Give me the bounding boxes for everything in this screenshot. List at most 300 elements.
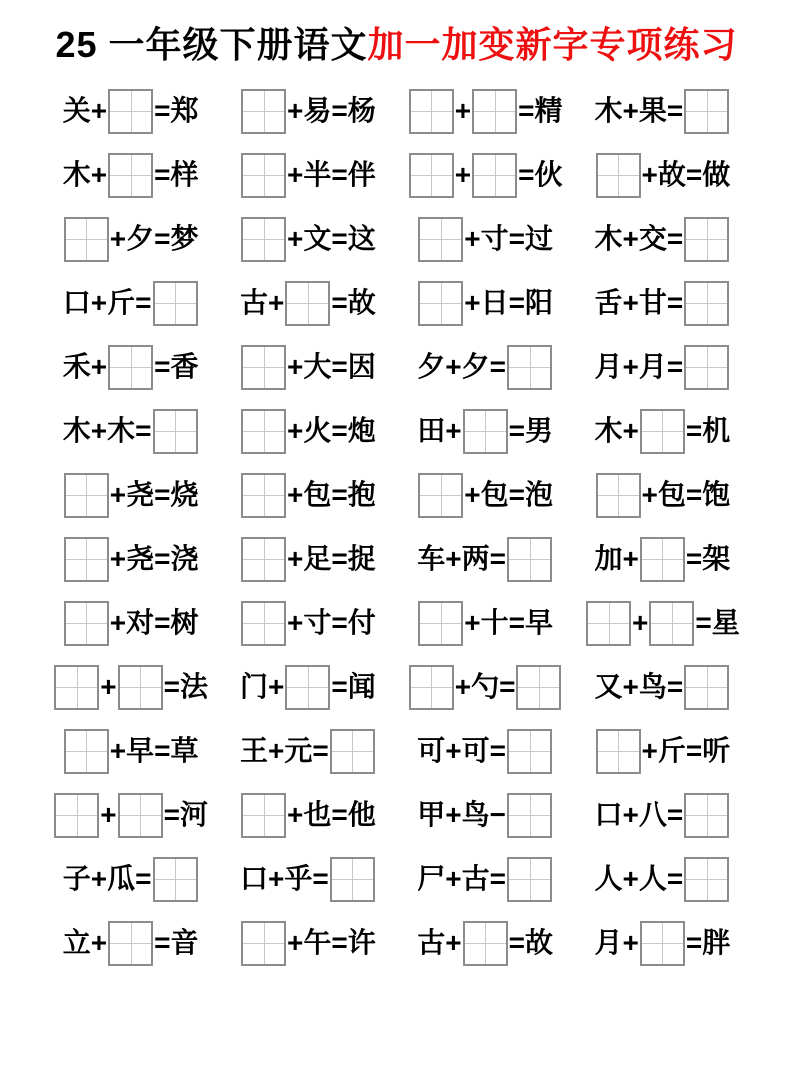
formula-char: + [287,351,304,383]
answer-box[interactable] [241,793,286,838]
exercise-cell [397,729,574,774]
formula-char: 可 [461,735,490,767]
answer-box[interactable] [285,665,330,710]
answer-box[interactable] [330,857,375,902]
formula-char: 斤 [657,735,686,767]
exercise-cell [397,537,574,582]
exercise-cell [42,857,219,902]
formula-char: = [331,799,348,831]
formula-char: + [90,351,108,383]
formula-char: 人 [638,863,667,895]
formula-char: 对 [126,607,155,639]
exercise-cell [42,921,219,966]
formula-char: 架 [702,543,731,575]
formula-char: + [287,95,304,127]
formula-char: 男 [524,415,553,447]
formula-char: + [287,543,304,575]
formula-char: = [331,927,348,959]
formula-char: − [489,799,506,831]
formula-char: 树 [170,607,199,639]
formula-char: 木 [594,415,623,447]
formula-char: 精 [534,95,563,127]
exercise-cell [219,921,396,966]
exercise-cell [42,473,219,518]
title-highlight: 加一加变新字专项练习 [367,24,738,65]
exercise-cell [219,537,396,582]
formula-char: 火 [303,415,332,447]
formula-char: + [109,223,127,255]
formula-char: = [685,415,703,447]
formula-char: = [508,287,525,319]
formula-char: 两 [461,543,490,575]
formula-char: 胖 [702,927,731,959]
formula-char: 禾 [62,351,91,383]
formula-char: 过 [524,223,553,255]
formula-char: = [331,95,348,127]
formula-char: = [331,415,348,447]
formula-char: 易 [303,95,332,127]
formula-char: = [489,863,506,895]
answer-box[interactable] [418,601,463,646]
exercise-cell [574,857,751,902]
formula-char: + [90,95,108,127]
formula-char: = [163,799,180,831]
formula-char: 尧 [126,543,155,575]
formula-char: 八 [638,799,667,831]
answer-box[interactable] [118,665,163,710]
formula-char: + [464,479,481,511]
answer-box[interactable] [596,153,641,198]
formula-char: + [622,671,639,703]
formula-char: = [154,223,171,255]
formula-char: 阳 [524,287,553,319]
formula-char: 故 [347,287,376,319]
formula-char: 日 [480,287,509,319]
page-title [20,24,773,65]
formula-char: + [464,223,481,255]
formula-char: 关 [62,95,91,127]
exercise-cell [574,665,751,710]
exercise-cell [219,345,396,390]
formula-char: = [154,351,171,383]
exercise-cell [397,89,574,134]
answer-box[interactable] [241,409,286,454]
formula-char: 饱 [702,479,731,511]
answer-box[interactable] [118,793,163,838]
formula-char: + [454,671,472,703]
answer-box[interactable] [64,537,109,582]
formula-char: = [666,287,684,319]
formula-char: + [287,415,304,447]
exercise-cell [42,409,219,454]
answer-box[interactable] [684,89,729,134]
formula-char: + [287,607,304,639]
formula-char: 付 [347,607,376,639]
answer-box[interactable] [330,729,375,774]
formula-char: = [331,671,348,703]
exercise-cell [397,281,574,326]
exercise-cell [219,217,396,262]
formula-char: + [445,863,462,895]
answer-box[interactable] [241,153,286,198]
formula-char: 半 [303,159,332,191]
formula-char: 可 [417,735,446,767]
answer-box[interactable] [640,537,685,582]
formula-char: 古 [417,927,446,959]
formula-char: 交 [638,223,667,255]
answer-box[interactable] [54,665,99,710]
exercise-cell [574,217,751,262]
formula-char: = [312,863,329,895]
answer-box[interactable] [409,665,454,710]
formula-char: 尸 [417,863,446,895]
formula-char: 星 [711,607,740,639]
exercise-cell [574,153,751,198]
formula-char: 闻 [347,671,376,703]
formula-char: 甘 [638,287,667,319]
formula-char: 古 [240,287,269,319]
formula-char: + [622,863,639,895]
formula-char: = [489,351,506,383]
answer-box[interactable] [472,89,517,134]
answer-box[interactable] [153,409,198,454]
exercise-cell [397,409,574,454]
formula-char: 乎 [284,863,313,895]
exercise-cell [397,217,574,262]
answer-box[interactable] [463,409,508,454]
formula-char: = [666,863,684,895]
answer-box[interactable] [640,409,685,454]
formula-char: 木 [62,415,91,447]
formula-char: 口 [62,287,91,319]
formula-char: 法 [179,671,208,703]
formula-char: 音 [170,927,199,959]
formula-char: 大 [303,351,332,383]
exercise-cell [42,729,219,774]
answer-box[interactable] [108,921,153,966]
answer-box[interactable] [463,921,508,966]
answer-box[interactable] [684,857,729,902]
formula-char: + [287,223,304,255]
formula-char: 早 [524,607,553,639]
formula-char: = [331,159,348,191]
formula-char: 夕 [126,223,155,255]
formula-char: 烧 [170,479,199,511]
exercise-cell [42,665,219,710]
exercise-cell [219,857,396,902]
formula-char: 做 [702,159,731,191]
answer-box[interactable] [409,89,454,134]
formula-char: 包 [303,479,332,511]
formula-char: 车 [417,543,446,575]
formula-char: + [109,735,127,767]
exercise-cell [397,857,574,902]
exercise-cell [574,89,751,134]
answer-box[interactable] [684,217,729,262]
formula-char: 伴 [347,159,376,191]
exercise-cell [42,793,219,838]
exercise-cell [42,601,219,646]
exercise-cell [42,153,219,198]
formula-char: + [622,351,639,383]
answer-box[interactable] [108,153,153,198]
formula-char: 王 [240,735,269,767]
formula-char: 又 [594,671,623,703]
answer-box[interactable] [507,537,552,582]
exercise-cell [574,921,751,966]
formula-char: 田 [417,415,446,447]
formula-char: 草 [170,735,199,767]
formula-char: 寸 [480,223,509,255]
exercise-cell [574,601,751,646]
answer-box[interactable] [108,89,153,134]
formula-char: = [331,287,348,319]
formula-char: 勺 [471,671,500,703]
formula-char: 立 [62,927,91,959]
answer-box[interactable] [649,601,694,646]
formula-char: 机 [702,415,731,447]
formula-char: 元 [284,735,313,767]
answer-box[interactable] [108,345,153,390]
answer-box[interactable] [153,281,198,326]
formula-char: 口 [594,799,623,831]
exercise-cell [574,345,751,390]
formula-char: = [154,95,171,127]
answer-box[interactable] [596,729,641,774]
formula-char: 这 [347,223,376,255]
answer-box[interactable] [64,217,109,262]
exercise-cell [397,345,574,390]
exercise-cell [574,473,751,518]
formula-char: 果 [638,95,667,127]
formula-char: + [90,159,108,191]
formula-char: 甲 [417,799,446,831]
formula-char: = [499,671,516,703]
formula-char: = [508,223,525,255]
answer-box[interactable] [684,793,729,838]
formula-char: = [331,607,348,639]
answer-box[interactable] [418,473,463,518]
exercise-cell [397,921,574,966]
formula-char: + [109,543,127,575]
answer-box[interactable] [640,921,685,966]
formula-char: 因 [347,351,376,383]
answer-box[interactable] [418,281,463,326]
formula-char: + [622,415,639,447]
formula-char: = [685,735,703,767]
formula-char: = [666,351,684,383]
exercise-cell [219,793,396,838]
exercise-cell [397,601,574,646]
answer-box[interactable] [241,921,286,966]
formula-char: + [268,671,285,703]
formula-char: 故 [524,927,553,959]
formula-char: = [518,159,535,191]
answer-box[interactable] [241,473,286,518]
formula-char: 早 [126,735,155,767]
formula-char: = [135,287,152,319]
formula-char: = [154,927,171,959]
exercise-cell [397,473,574,518]
answer-box[interactable] [684,665,729,710]
formula-char: = [135,415,152,447]
formula-char: + [445,415,462,447]
formula-char: = [154,479,171,511]
formula-char: 香 [170,351,199,383]
formula-char: = [331,351,348,383]
answer-box[interactable] [153,857,198,902]
formula-char: 也 [303,799,332,831]
exercise-cell [219,281,396,326]
formula-char: 舌 [594,287,623,319]
formula-char: 加 [594,543,623,575]
answer-box[interactable] [241,89,286,134]
formula-char: = [518,95,535,127]
formula-char: 鸟 [461,799,490,831]
formula-char: + [454,95,472,127]
answer-box[interactable] [684,281,729,326]
formula-char: + [622,95,639,127]
formula-char: = [163,671,180,703]
formula-char: + [622,543,639,575]
formula-char: = [312,735,329,767]
answer-box[interactable] [507,345,552,390]
answer-box[interactable] [507,857,552,902]
formula-char: 他 [347,799,376,831]
formula-char: 寸 [303,607,332,639]
exercise-cell [219,153,396,198]
formula-char: + [632,607,649,639]
exercise-cell [219,409,396,454]
formula-char: 斤 [107,287,136,319]
formula-char: = [666,95,684,127]
exercise-cell [219,89,396,134]
exercise-cell [574,793,751,838]
formula-char: 木 [594,95,623,127]
formula-char: = [666,799,684,831]
formula-char: 许 [347,927,376,959]
formula-char: + [445,799,462,831]
formula-char: 样 [170,159,199,191]
formula-char: + [287,927,304,959]
formula-char: + [287,159,304,191]
exercise-cell [42,537,219,582]
formula-char: + [445,927,462,959]
formula-char: = [685,159,703,191]
formula-char: 捉 [347,543,376,575]
answer-box[interactable] [285,281,330,326]
answer-box[interactable] [409,153,454,198]
formula-char: = [154,543,171,575]
formula-char: 木 [107,415,136,447]
exercise-cell [219,729,396,774]
formula-char: 泡 [524,479,553,511]
exercise-cell [219,601,396,646]
answer-box[interactable] [241,537,286,582]
formula-char: = [489,735,506,767]
answer-box[interactable] [241,217,286,262]
formula-char: + [641,159,658,191]
formula-char: + [109,479,127,511]
exercise-cell [397,153,574,198]
answer-box[interactable] [684,345,729,390]
formula-char: 瓜 [107,863,136,895]
exercise-cell [42,281,219,326]
formula-char: + [641,479,658,511]
exercise-cell [219,473,396,518]
exercise-cell [574,537,751,582]
formula-char: = [685,927,703,959]
answer-box[interactable] [241,345,286,390]
formula-char: 十 [480,607,509,639]
formula-char: 包 [657,479,686,511]
formula-char: + [622,223,639,255]
formula-char: = [695,607,712,639]
exercise-cell [574,409,751,454]
formula-char: + [622,799,639,831]
answer-box[interactable] [418,217,463,262]
formula-char: 门 [240,671,269,703]
formula-char: 月 [594,927,623,959]
formula-char: 文 [303,223,332,255]
formula-char: + [287,799,304,831]
formula-char: 夕 [461,351,490,383]
formula-char: = [154,159,171,191]
formula-char: = [666,671,684,703]
formula-char: = [508,415,525,447]
formula-char: + [100,671,117,703]
formula-char: 夕 [417,351,446,383]
answer-box[interactable] [472,153,517,198]
formula-char: 河 [179,799,208,831]
formula-char: 抱 [347,479,376,511]
formula-char: 杨 [347,95,376,127]
formula-char: = [331,479,348,511]
formula-char: + [268,863,285,895]
formula-char: = [489,543,506,575]
formula-char: + [454,159,472,191]
answer-box[interactable] [241,601,286,646]
formula-char: = [331,223,348,255]
formula-char: 木 [62,159,91,191]
formula-char: 人 [594,863,623,895]
formula-char: 包 [480,479,509,511]
answer-box[interactable] [64,729,109,774]
answer-box[interactable] [64,601,109,646]
formula-char: 足 [303,543,332,575]
formula-char: + [464,607,481,639]
answer-box[interactable] [507,729,552,774]
formula-char: = [154,607,171,639]
answer-box[interactable] [596,473,641,518]
formula-char: = [135,863,152,895]
formula-char: 尧 [126,479,155,511]
answer-box[interactable] [586,601,631,646]
formula-char: 子 [62,863,91,895]
formula-char: 浇 [170,543,199,575]
answer-box[interactable] [516,665,561,710]
formula-char: 听 [702,735,731,767]
exercise-cell [42,89,219,134]
formula-char: 炮 [347,415,376,447]
formula-char: = [666,223,684,255]
answer-box[interactable] [64,473,109,518]
formula-char: 梦 [170,223,199,255]
formula-char: = [508,607,525,639]
formula-char: + [268,287,285,319]
answer-box[interactable] [54,793,99,838]
answer-box[interactable] [507,793,552,838]
